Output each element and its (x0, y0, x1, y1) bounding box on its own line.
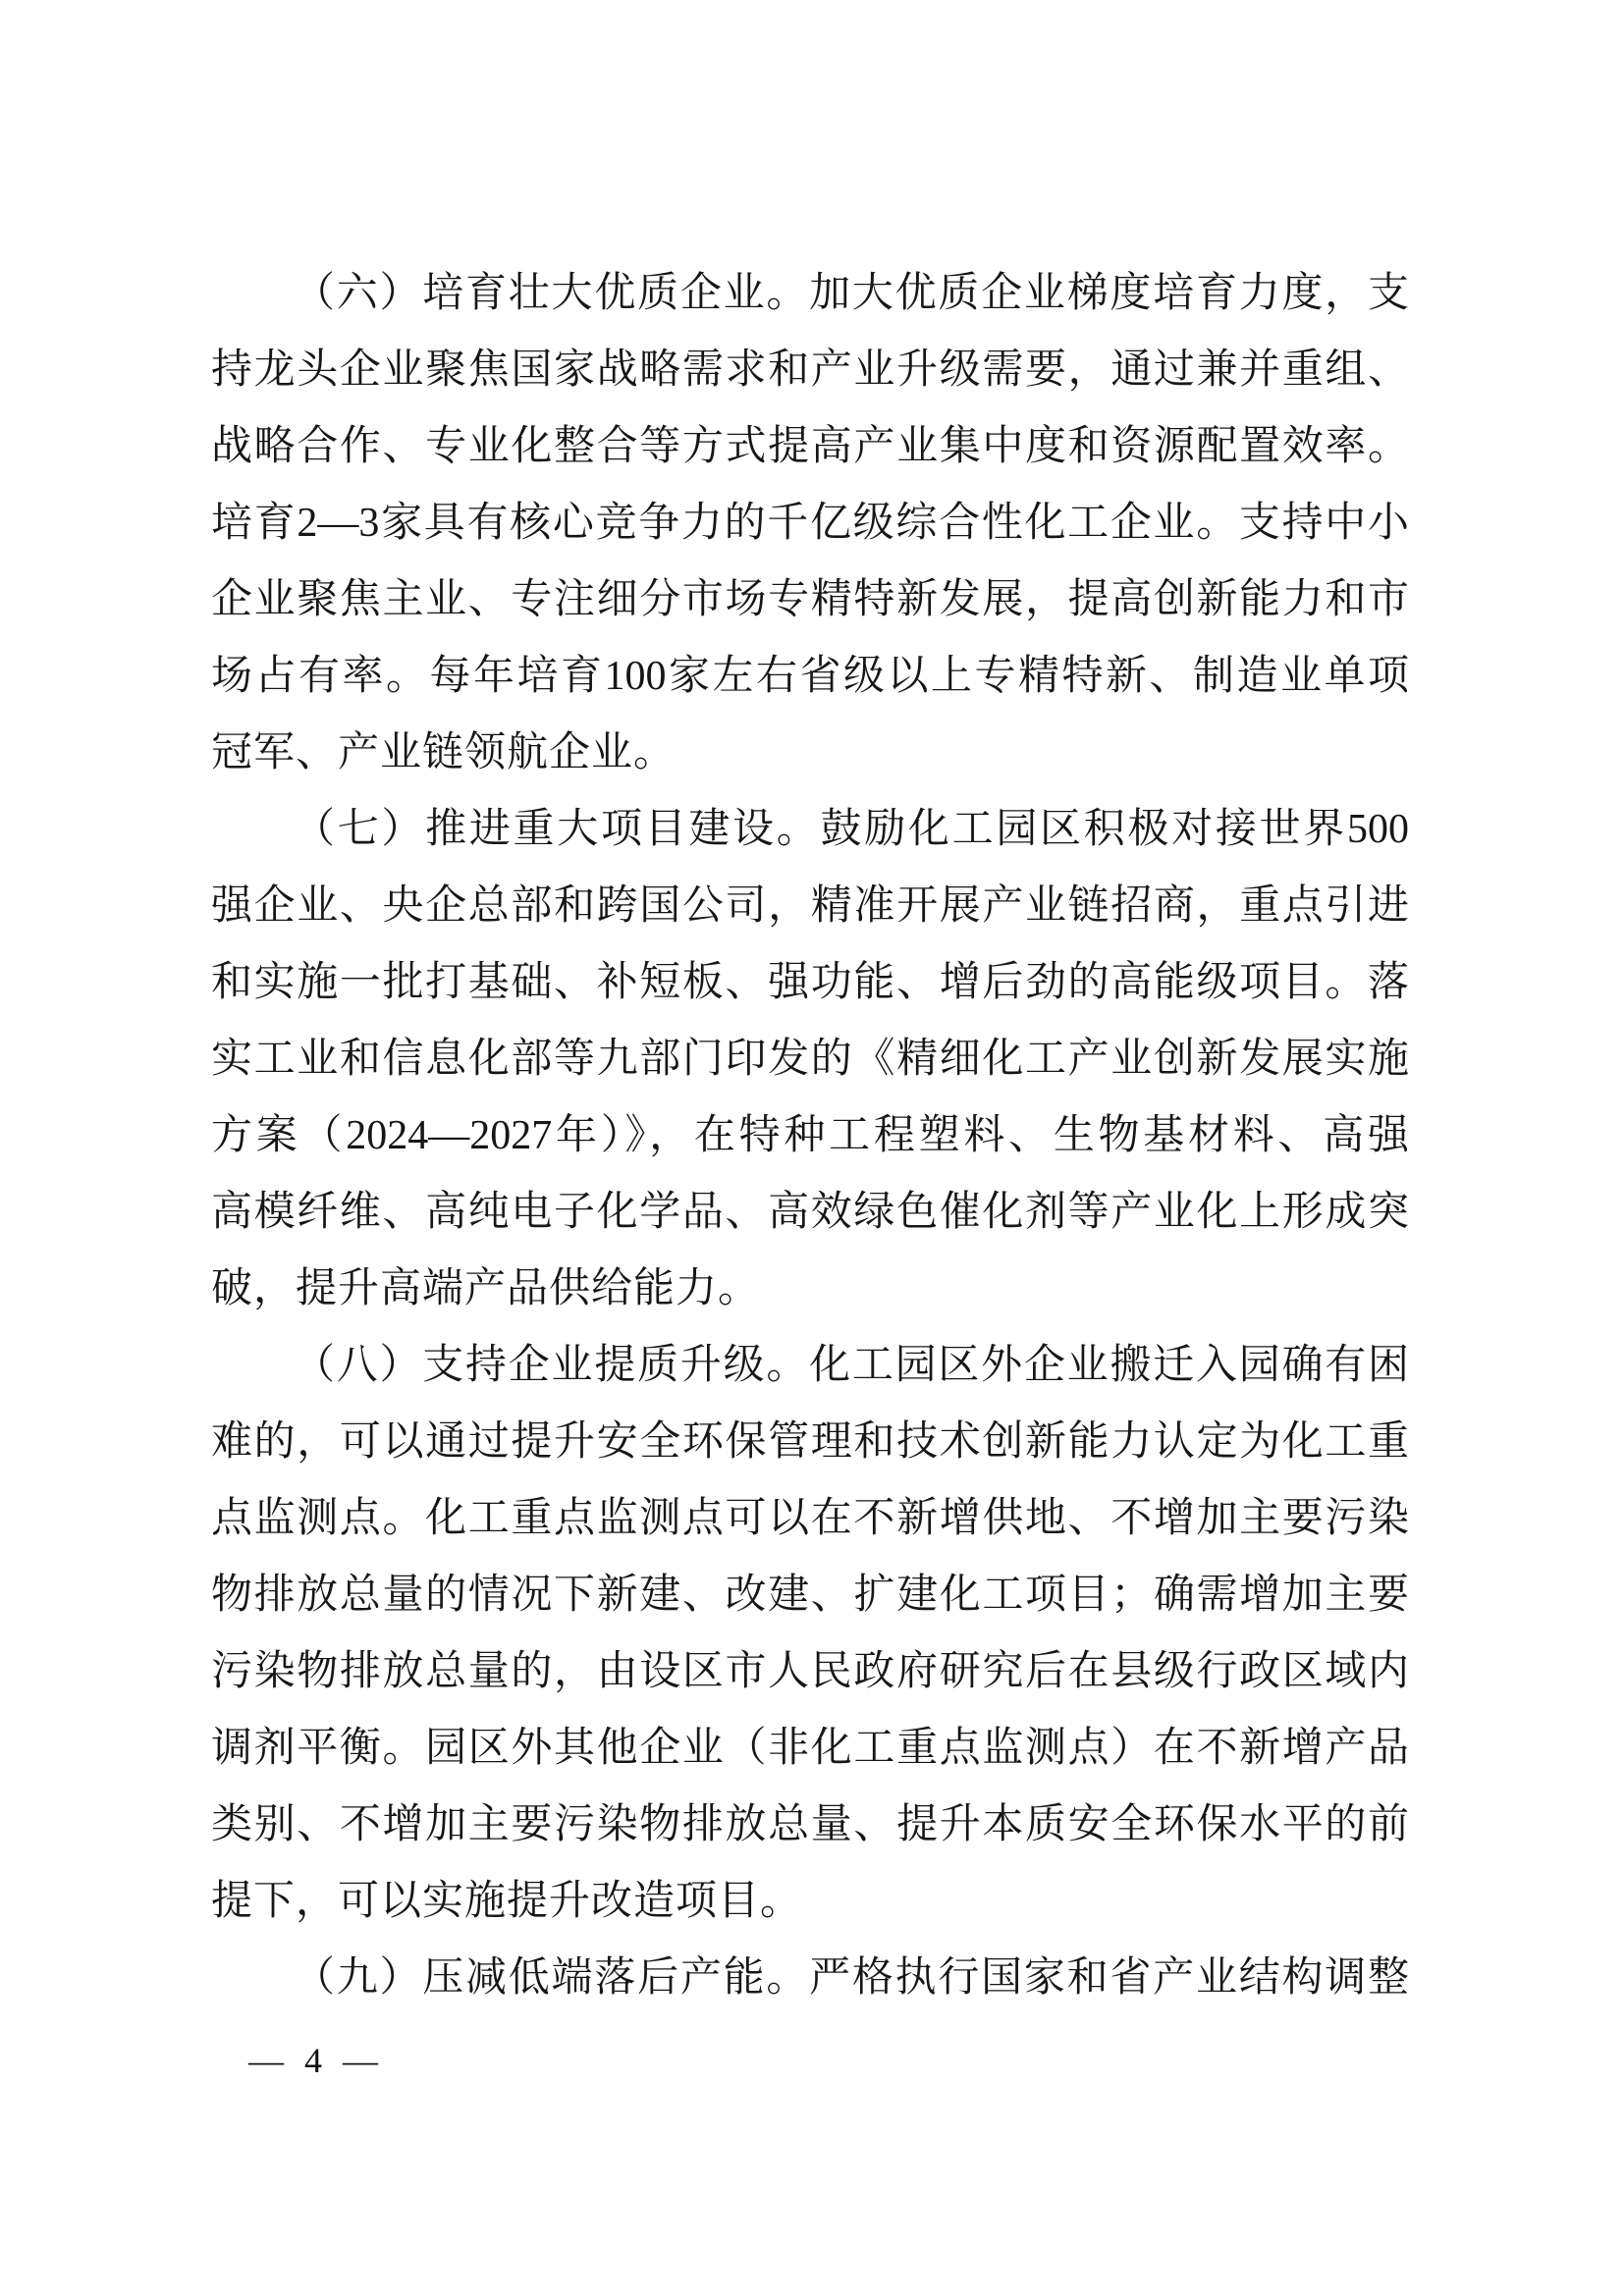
body-line: 持龙头企业聚焦国家战略需求和产业升级需要，通过兼并重组、 (211, 347, 1409, 393)
body-line: 破，提升高端产品供给能力。 (211, 1266, 761, 1311)
body-line: （八）支持企业提质升级。化工园区外企业搬迁入园确有困 (294, 1343, 1409, 1388)
body-line: 类别、不增加主要污染物排放总量、提升本质安全环保水平的前 (211, 1802, 1409, 1847)
body-line: 提下，可以实施提升改造项目。 (211, 1879, 803, 1924)
body-line: 难的，可以通过提升安全环保管理和技术创新能力认定为化工重 (211, 1419, 1409, 1465)
body-line: 培育2—3家具有核心竞争力的千亿级综合性化工企业。支持中小 (211, 501, 1409, 546)
page-number-footer: — 4 — (248, 2041, 384, 2080)
body-line: 调剂平衡。园区外其他企业（非化工重点监测点）在不新增产品 (211, 1726, 1409, 1771)
document-body (211, 255, 1409, 2016)
body-line: 强企业、央企总部和跨国公司，精准开展产业链招商，重点引进 (211, 883, 1409, 929)
body-line: 实工业和信息化部等九部门印发的《精细化工产业创新发展实施 (211, 1037, 1409, 1082)
body-line: （九）压减低端落后产能。严格执行国家和省产业结构调整 (294, 1955, 1409, 2001)
body-line: 场占有率。每年培育100家左右省级以上专精特新、制造业单项 (211, 654, 1409, 699)
body-line: 方案（2024—2027年）》，在特种工程塑料、生物基材料、高强 (211, 1113, 1409, 1158)
body-line: 点监测点。化工重点监测点可以在不新增供地、不增加主要污染 (211, 1496, 1409, 1541)
body-line: 战略合作、专业化整合等方式提高产业集中度和资源配置效率。 (211, 424, 1409, 469)
body-line: 污染物排放总量的，由设区市人民政府研究后在县级行政区域内 (211, 1649, 1409, 1694)
body-line: 和实施一批打基础、补短板、强功能、增后劲的高能级项目。落 (211, 960, 1409, 1005)
body-line: 高模纤维、高纯电子化学品、高效绿色催化剂等产业化上形成突 (211, 1190, 1409, 1235)
body-line: 冠军、产业链领航企业。 (211, 730, 677, 775)
body-line: （六）培育壮大优质企业。加大优质企业梯度培育力度，支 (294, 271, 1409, 316)
body-line: 企业聚焦主业、专注细分市场专精特新发展，提高创新能力和市 (211, 577, 1409, 622)
body-line: （七）推进重大项目建设。鼓励化工园区积极对接世界500 (294, 807, 1409, 852)
body-line: 物排放总量的情况下新建、改建、扩建化工项目；确需增加主要 (211, 1573, 1409, 1618)
